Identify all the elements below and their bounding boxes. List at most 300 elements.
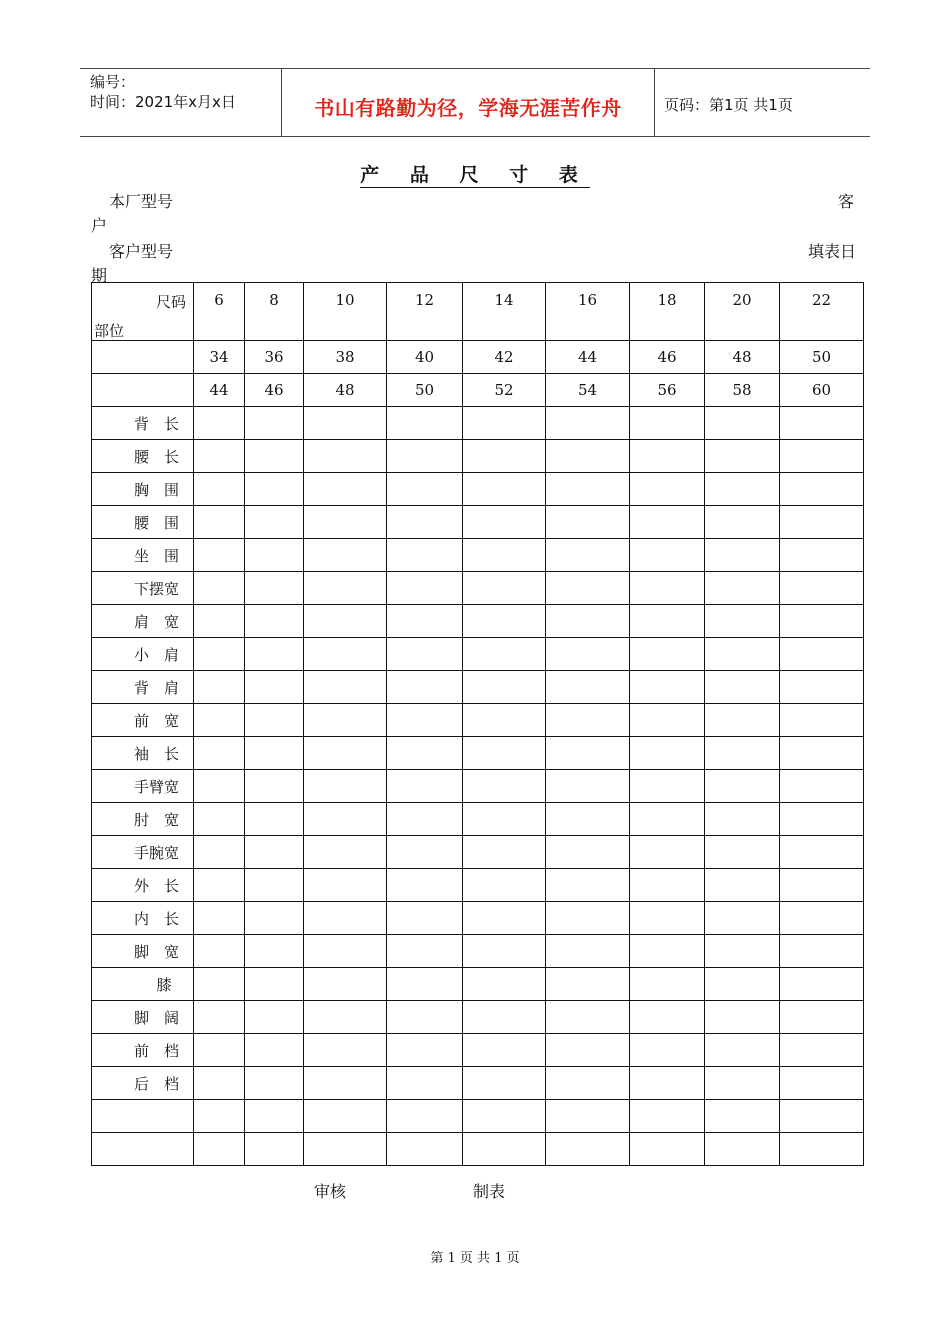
measure-value-cell[interactable] bbox=[705, 407, 780, 440]
measure-value-cell[interactable] bbox=[546, 902, 630, 935]
measure-value-cell[interactable] bbox=[387, 473, 463, 506]
measure-row bbox=[92, 638, 864, 671]
measure-value-cell[interactable] bbox=[546, 572, 630, 605]
measure-value-cell[interactable] bbox=[780, 473, 864, 506]
measure-value-cell[interactable] bbox=[194, 638, 245, 671]
measure-value-cell[interactable] bbox=[194, 605, 245, 638]
measure-value-cell[interactable] bbox=[463, 440, 546, 473]
measure-value-cell[interactable] bbox=[705, 869, 780, 902]
measure-value-cell[interactable] bbox=[780, 737, 864, 770]
measure-row bbox=[92, 407, 864, 440]
measure-value-cell[interactable] bbox=[304, 440, 387, 473]
measure-value-cell[interactable] bbox=[194, 869, 245, 902]
measure-value-cell[interactable] bbox=[546, 605, 630, 638]
measure-value-cell[interactable] bbox=[546, 506, 630, 539]
measure-value-cell[interactable] bbox=[304, 770, 387, 803]
measure-part-label: 脚 阔 bbox=[133, 1008, 179, 1027]
measure-value-cell[interactable] bbox=[705, 671, 780, 704]
measure-part-cell bbox=[92, 1100, 194, 1133]
measure-value-cell[interactable] bbox=[304, 704, 387, 737]
customer-model-label: 客户型号 bbox=[109, 242, 174, 261]
measure-row bbox=[92, 836, 864, 869]
size-cell: 44 bbox=[194, 374, 245, 407]
measure-part-label: 内 长 bbox=[133, 909, 179, 928]
measure-value-cell[interactable] bbox=[630, 935, 705, 968]
measure-value-cell[interactable] bbox=[304, 935, 387, 968]
measure-value-cell[interactable] bbox=[546, 671, 630, 704]
measure-part-cell bbox=[92, 638, 194, 671]
measure-value-cell[interactable] bbox=[780, 572, 864, 605]
measure-value-cell[interactable] bbox=[630, 1001, 705, 1034]
measure-value-cell[interactable] bbox=[705, 605, 780, 638]
measure-value-cell[interactable] bbox=[780, 671, 864, 704]
measure-value-cell[interactable] bbox=[245, 803, 304, 836]
size-cell: 52 bbox=[463, 374, 546, 407]
measure-value-cell[interactable] bbox=[463, 836, 546, 869]
measure-part-label: 腰 长 bbox=[133, 447, 179, 466]
measure-value-cell[interactable] bbox=[387, 836, 463, 869]
measure-value-cell[interactable] bbox=[387, 407, 463, 440]
measure-value-cell[interactable] bbox=[546, 803, 630, 836]
size-cell: 54 bbox=[546, 374, 630, 407]
measure-value-cell[interactable] bbox=[245, 1133, 304, 1166]
measure-value-cell[interactable] bbox=[705, 968, 780, 1001]
size-cell: 12 bbox=[387, 283, 463, 341]
measure-value-cell[interactable] bbox=[463, 572, 546, 605]
measure-part-cell bbox=[92, 407, 194, 440]
measure-value-cell[interactable] bbox=[780, 968, 864, 1001]
measure-value-cell[interactable] bbox=[463, 1133, 546, 1166]
measure-value-cell[interactable] bbox=[780, 935, 864, 968]
measure-value-cell[interactable] bbox=[304, 1133, 387, 1166]
measure-value-cell[interactable] bbox=[387, 770, 463, 803]
measure-value-cell[interactable] bbox=[630, 737, 705, 770]
measure-value-cell[interactable] bbox=[463, 605, 546, 638]
measure-value-cell[interactable] bbox=[463, 1001, 546, 1034]
measure-value-cell[interactable] bbox=[387, 671, 463, 704]
measure-value-cell[interactable] bbox=[245, 902, 304, 935]
measure-value-cell[interactable] bbox=[546, 770, 630, 803]
measure-value-cell[interactable] bbox=[194, 836, 245, 869]
size-cell: 8 bbox=[245, 283, 304, 341]
measure-value-cell[interactable] bbox=[630, 1067, 705, 1100]
measure-value-cell[interactable] bbox=[194, 1001, 245, 1034]
measure-part-cell bbox=[92, 671, 194, 704]
size-cell: 46 bbox=[630, 341, 705, 374]
measure-value-cell[interactable] bbox=[304, 869, 387, 902]
measure-value-cell[interactable] bbox=[630, 605, 705, 638]
measure-value-cell[interactable] bbox=[546, 737, 630, 770]
measure-value-cell[interactable] bbox=[705, 638, 780, 671]
measure-value-cell[interactable] bbox=[304, 638, 387, 671]
page-footer bbox=[0, 1247, 950, 1266]
measure-value-cell[interactable] bbox=[304, 539, 387, 572]
measure-value-cell[interactable] bbox=[304, 1001, 387, 1034]
fill-date-label-part1: 填表日 bbox=[808, 242, 857, 261]
measure-part-cell bbox=[92, 1067, 194, 1100]
measure-value-cell[interactable] bbox=[304, 671, 387, 704]
measure-value-cell[interactable] bbox=[387, 1133, 463, 1166]
measure-value-cell[interactable] bbox=[245, 638, 304, 671]
measure-value-cell[interactable] bbox=[304, 803, 387, 836]
measure-value-cell[interactable] bbox=[546, 1034, 630, 1067]
measure-value-cell[interactable] bbox=[304, 1034, 387, 1067]
size-cell: 48 bbox=[304, 374, 387, 407]
review-label: 审核 bbox=[314, 1182, 347, 1201]
measure-row bbox=[92, 539, 864, 572]
measure-value-cell[interactable] bbox=[630, 836, 705, 869]
header-top-rule bbox=[80, 68, 870, 69]
measure-row bbox=[92, 704, 864, 737]
measure-value-cell[interactable] bbox=[546, 473, 630, 506]
measure-value-cell[interactable] bbox=[780, 902, 864, 935]
size-cell: 38 bbox=[304, 341, 387, 374]
measure-value-cell[interactable] bbox=[630, 803, 705, 836]
measure-value-cell[interactable] bbox=[194, 1133, 245, 1166]
measure-part-label: 脚 宽 bbox=[133, 942, 179, 961]
measure-value-cell[interactable] bbox=[387, 737, 463, 770]
measure-value-cell[interactable] bbox=[780, 1133, 864, 1166]
page-title bbox=[0, 160, 950, 187]
measure-row bbox=[92, 605, 864, 638]
measure-part-label: 外 长 bbox=[133, 876, 179, 895]
measure-value-cell[interactable] bbox=[463, 1067, 546, 1100]
measure-value-cell[interactable] bbox=[387, 1034, 463, 1067]
measure-value-cell[interactable] bbox=[780, 1034, 864, 1067]
measure-value-cell[interactable] bbox=[546, 1100, 630, 1133]
measure-value-cell[interactable] bbox=[304, 737, 387, 770]
measure-value-cell[interactable] bbox=[245, 704, 304, 737]
measure-part-cell bbox=[92, 968, 194, 1001]
size-cell: 50 bbox=[387, 374, 463, 407]
size-row-3 bbox=[92, 374, 864, 407]
measure-part-cell bbox=[92, 770, 194, 803]
measure-value-cell[interactable] bbox=[463, 935, 546, 968]
measure-value-cell[interactable] bbox=[546, 440, 630, 473]
size-cell: 44 bbox=[546, 341, 630, 374]
measure-value-cell[interactable] bbox=[630, 407, 705, 440]
measure-value-cell[interactable] bbox=[304, 407, 387, 440]
measure-value-cell[interactable] bbox=[387, 869, 463, 902]
measure-value-cell[interactable] bbox=[630, 506, 705, 539]
size-cell: 22 bbox=[780, 283, 864, 341]
measure-value-cell[interactable] bbox=[387, 638, 463, 671]
measure-value-cell[interactable] bbox=[630, 1034, 705, 1067]
measure-value-cell[interactable] bbox=[463, 968, 546, 1001]
measure-value-cell[interactable] bbox=[705, 1067, 780, 1100]
measure-value-cell[interactable] bbox=[463, 1034, 546, 1067]
measure-value-cell[interactable] bbox=[546, 638, 630, 671]
measure-value-cell[interactable] bbox=[194, 704, 245, 737]
measure-value-cell[interactable] bbox=[630, 1100, 705, 1133]
measure-value-cell[interactable] bbox=[304, 572, 387, 605]
measure-value-cell[interactable] bbox=[194, 803, 245, 836]
measure-value-cell[interactable] bbox=[245, 869, 304, 902]
measure-value-cell[interactable] bbox=[463, 638, 546, 671]
measure-value-cell[interactable] bbox=[304, 1067, 387, 1100]
measure-value-cell[interactable] bbox=[780, 1100, 864, 1133]
measure-value-cell[interactable] bbox=[194, 902, 245, 935]
measure-row bbox=[92, 902, 864, 935]
measure-value-cell[interactable] bbox=[463, 539, 546, 572]
measure-row bbox=[92, 440, 864, 473]
measure-value-cell[interactable] bbox=[546, 407, 630, 440]
measure-value-cell[interactable] bbox=[194, 572, 245, 605]
measure-value-cell[interactable] bbox=[245, 506, 304, 539]
measure-value-cell[interactable] bbox=[705, 1133, 780, 1166]
measure-value-cell[interactable] bbox=[546, 836, 630, 869]
measure-value-cell[interactable] bbox=[705, 539, 780, 572]
measure-value-cell[interactable] bbox=[463, 770, 546, 803]
measure-part-cell bbox=[92, 737, 194, 770]
measure-row bbox=[92, 1001, 864, 1034]
measure-value-cell[interactable] bbox=[705, 473, 780, 506]
measure-value-cell[interactable] bbox=[194, 440, 245, 473]
doc-time-label: 时间：2021年x月x日 bbox=[90, 93, 236, 111]
measure-part-cell bbox=[92, 935, 194, 968]
measure-value-cell[interactable] bbox=[546, 968, 630, 1001]
measure-value-cell[interactable] bbox=[630, 902, 705, 935]
measure-value-cell[interactable] bbox=[304, 902, 387, 935]
measure-value-cell[interactable] bbox=[387, 506, 463, 539]
measure-value-cell[interactable] bbox=[387, 1001, 463, 1034]
measure-value-cell[interactable] bbox=[780, 803, 864, 836]
header-divider bbox=[654, 68, 655, 136]
customer-label-part2: 户 bbox=[91, 216, 108, 235]
measure-value-cell[interactable] bbox=[630, 638, 705, 671]
measure-value-cell[interactable] bbox=[463, 1100, 546, 1133]
measure-value-cell[interactable] bbox=[780, 407, 864, 440]
measure-value-cell[interactable] bbox=[387, 935, 463, 968]
size-cell: 20 bbox=[705, 283, 780, 341]
size-cell: 42 bbox=[463, 341, 546, 374]
measure-part-cell bbox=[92, 572, 194, 605]
measure-value-cell[interactable] bbox=[780, 539, 864, 572]
measure-value-cell[interactable] bbox=[387, 440, 463, 473]
blank-label-cell bbox=[92, 374, 194, 407]
measure-value-cell[interactable] bbox=[705, 1100, 780, 1133]
measure-value-cell[interactable] bbox=[194, 1034, 245, 1067]
size-table bbox=[91, 282, 864, 1166]
measure-value-cell[interactable] bbox=[194, 968, 245, 1001]
measure-row bbox=[92, 1100, 864, 1133]
measure-value-cell[interactable] bbox=[546, 1067, 630, 1100]
measure-part-label: 肘 宽 bbox=[133, 810, 179, 829]
measure-part-label: 前 宽 bbox=[133, 711, 179, 730]
measure-value-cell[interactable] bbox=[463, 902, 546, 935]
measure-part-cell bbox=[92, 539, 194, 572]
measure-part-label: 肩 宽 bbox=[133, 612, 179, 631]
measure-value-cell[interactable] bbox=[780, 704, 864, 737]
measure-part-cell bbox=[92, 605, 194, 638]
measure-value-cell[interactable] bbox=[780, 869, 864, 902]
measure-part-label: 下摆宽 bbox=[133, 579, 179, 598]
measure-value-cell[interactable] bbox=[304, 1100, 387, 1133]
measure-value-cell[interactable] bbox=[630, 869, 705, 902]
measure-value-cell[interactable] bbox=[194, 539, 245, 572]
measure-value-cell[interactable] bbox=[630, 704, 705, 737]
size-cell: 10 bbox=[304, 283, 387, 341]
measure-value-cell[interactable] bbox=[194, 1067, 245, 1100]
measure-value-cell[interactable] bbox=[245, 671, 304, 704]
measure-value-cell[interactable] bbox=[705, 737, 780, 770]
measure-part-label: 袖 长 bbox=[133, 744, 179, 763]
measure-value-cell[interactable] bbox=[463, 473, 546, 506]
measure-part-label: 背 肩 bbox=[133, 678, 179, 697]
measure-value-cell[interactable] bbox=[245, 572, 304, 605]
measure-value-cell[interactable] bbox=[245, 440, 304, 473]
measure-value-cell[interactable] bbox=[245, 1001, 304, 1034]
measure-value-cell[interactable] bbox=[630, 671, 705, 704]
measure-row bbox=[92, 1133, 864, 1166]
measure-value-cell[interactable] bbox=[705, 770, 780, 803]
measure-value-cell[interactable] bbox=[546, 1001, 630, 1034]
measure-value-cell[interactable] bbox=[705, 902, 780, 935]
measure-value-cell[interactable] bbox=[194, 935, 245, 968]
measure-value-cell[interactable] bbox=[245, 770, 304, 803]
measure-part-label: 手腕宽 bbox=[133, 843, 179, 862]
measure-value-cell[interactable] bbox=[245, 836, 304, 869]
measure-row bbox=[92, 671, 864, 704]
measure-value-cell[interactable] bbox=[387, 539, 463, 572]
measure-part-cell bbox=[92, 506, 194, 539]
measure-value-cell[interactable] bbox=[387, 572, 463, 605]
size-cell: 46 bbox=[245, 374, 304, 407]
measure-value-cell[interactable] bbox=[245, 737, 304, 770]
measure-value-cell[interactable] bbox=[245, 605, 304, 638]
measure-value-cell[interactable] bbox=[463, 803, 546, 836]
measure-value-cell[interactable] bbox=[194, 671, 245, 704]
size-cell: 34 bbox=[194, 341, 245, 374]
size-cell: 60 bbox=[780, 374, 864, 407]
measure-value-cell[interactable] bbox=[705, 506, 780, 539]
measure-value-cell[interactable] bbox=[245, 968, 304, 1001]
measure-value-cell[interactable] bbox=[780, 770, 864, 803]
measure-value-cell[interactable] bbox=[463, 704, 546, 737]
measure-value-cell[interactable] bbox=[194, 506, 245, 539]
measure-row bbox=[92, 869, 864, 902]
measure-value-cell[interactable] bbox=[387, 902, 463, 935]
measure-value-cell[interactable] bbox=[194, 407, 245, 440]
measure-value-cell[interactable] bbox=[780, 1067, 864, 1100]
measure-value-cell[interactable] bbox=[194, 770, 245, 803]
customer-label-part1: 客 bbox=[838, 192, 855, 211]
measure-value-cell[interactable] bbox=[245, 1034, 304, 1067]
measure-value-cell[interactable] bbox=[705, 1001, 780, 1034]
measure-value-cell[interactable] bbox=[630, 440, 705, 473]
measure-part-label: 前 档 bbox=[133, 1041, 179, 1060]
measure-value-cell[interactable] bbox=[304, 968, 387, 1001]
measure-value-cell[interactable] bbox=[546, 869, 630, 902]
measure-value-cell[interactable] bbox=[463, 737, 546, 770]
measure-value-cell[interactable] bbox=[245, 1100, 304, 1133]
measure-value-cell[interactable] bbox=[630, 539, 705, 572]
measure-value-cell[interactable] bbox=[463, 506, 546, 539]
measure-value-cell[interactable] bbox=[630, 770, 705, 803]
measure-value-cell[interactable] bbox=[463, 869, 546, 902]
measure-value-cell[interactable] bbox=[705, 803, 780, 836]
measure-value-cell[interactable] bbox=[705, 572, 780, 605]
measure-part-label: 胸 围 bbox=[133, 480, 179, 499]
measure-value-cell[interactable] bbox=[705, 1034, 780, 1067]
doc-number-label: 编号： bbox=[90, 73, 136, 91]
measure-value-cell[interactable] bbox=[194, 737, 245, 770]
measure-part-label: 膝 bbox=[141, 975, 172, 994]
size-cell: 50 bbox=[780, 341, 864, 374]
measure-row bbox=[92, 572, 864, 605]
measure-value-cell[interactable] bbox=[705, 935, 780, 968]
measure-part-label: 腰 围 bbox=[133, 513, 179, 532]
measure-part-cell bbox=[92, 473, 194, 506]
measure-value-cell[interactable] bbox=[630, 572, 705, 605]
measure-part-cell bbox=[92, 869, 194, 902]
size-row-2 bbox=[92, 341, 864, 374]
measure-value-cell[interactable] bbox=[630, 1133, 705, 1166]
measure-value-cell[interactable] bbox=[463, 407, 546, 440]
measure-row bbox=[92, 968, 864, 1001]
page-title-text: 产 品 尺 寸 表 bbox=[360, 164, 590, 186]
measure-value-cell[interactable] bbox=[780, 836, 864, 869]
measure-value-cell[interactable] bbox=[304, 605, 387, 638]
size-cell: 40 bbox=[387, 341, 463, 374]
measure-value-cell[interactable] bbox=[304, 473, 387, 506]
size-header-row bbox=[92, 283, 864, 341]
corner-part-label: 部位 bbox=[94, 322, 125, 340]
measure-value-cell[interactable] bbox=[630, 473, 705, 506]
measure-value-cell[interactable] bbox=[387, 605, 463, 638]
measure-value-cell[interactable] bbox=[387, 1100, 463, 1133]
measure-value-cell[interactable] bbox=[387, 704, 463, 737]
measure-value-cell[interactable] bbox=[780, 506, 864, 539]
measure-value-cell[interactable] bbox=[705, 836, 780, 869]
measure-value-cell[interactable] bbox=[245, 935, 304, 968]
size-cell: 14 bbox=[463, 283, 546, 341]
measure-value-cell[interactable] bbox=[546, 539, 630, 572]
blank-label-cell bbox=[92, 341, 194, 374]
measure-value-cell[interactable] bbox=[546, 1133, 630, 1166]
measure-value-cell[interactable] bbox=[630, 968, 705, 1001]
measure-value-cell[interactable] bbox=[245, 407, 304, 440]
corner-size-label: 尺码 bbox=[155, 293, 186, 311]
measure-row bbox=[92, 473, 864, 506]
measure-value-cell[interactable] bbox=[387, 1067, 463, 1100]
measure-value-cell[interactable] bbox=[245, 539, 304, 572]
measure-value-cell[interactable] bbox=[245, 1067, 304, 1100]
measure-value-cell[interactable] bbox=[780, 605, 864, 638]
measure-value-cell[interactable] bbox=[194, 473, 245, 506]
measure-row bbox=[92, 1067, 864, 1100]
measure-value-cell[interactable] bbox=[463, 671, 546, 704]
factory-model-label: 本厂型号 bbox=[109, 192, 174, 211]
measure-value-cell[interactable] bbox=[387, 968, 463, 1001]
measure-value-cell[interactable] bbox=[304, 506, 387, 539]
measure-value-cell[interactable] bbox=[780, 1001, 864, 1034]
measure-value-cell[interactable] bbox=[705, 440, 780, 473]
measure-value-cell[interactable] bbox=[194, 1100, 245, 1133]
measure-value-cell[interactable] bbox=[780, 440, 864, 473]
measure-value-cell[interactable] bbox=[546, 704, 630, 737]
measure-value-cell[interactable] bbox=[546, 935, 630, 968]
measure-value-cell[interactable] bbox=[304, 836, 387, 869]
measure-part-cell bbox=[92, 1001, 194, 1034]
measure-value-cell[interactable] bbox=[780, 638, 864, 671]
header-meta bbox=[90, 72, 236, 112]
measure-value-cell[interactable] bbox=[387, 803, 463, 836]
measure-part-label: 小 肩 bbox=[133, 645, 179, 664]
page-footer-text: 第 1 页 共 1 页 bbox=[430, 1251, 520, 1266]
measure-value-cell[interactable] bbox=[705, 704, 780, 737]
measure-value-cell[interactable] bbox=[245, 473, 304, 506]
